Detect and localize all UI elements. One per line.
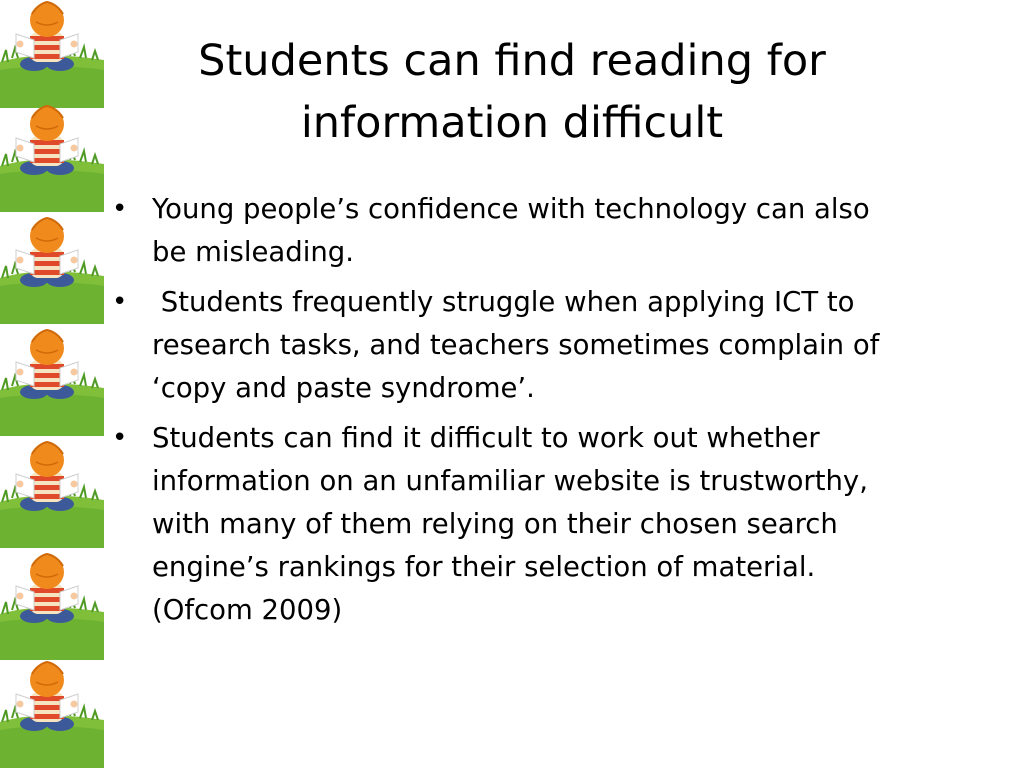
bullet-glyph: • (112, 423, 128, 453)
bullet-line: Students can find it difficult to work out whether (152, 422, 820, 454)
bullet-item (112, 281, 1007, 410)
bullet-line: Young people’s confidence with technology can also (152, 193, 870, 225)
child-reading-on-grass-icon (0, 660, 104, 768)
title-line: Students can find reading for (198, 36, 826, 86)
decorative-strip (0, 0, 104, 768)
child-reading-on-grass-icon (0, 552, 104, 660)
bullet-item (112, 188, 1007, 274)
bullet-glyph: • (112, 287, 128, 317)
title-line: information difficult (300, 98, 724, 148)
bullet-item (112, 417, 1007, 632)
bullet-line: with many of them relying on their chosen search (152, 508, 838, 540)
bullet-line: information on an unfamiliar website is trustworthy, (152, 465, 868, 497)
bullet-line: (Ofcom 2009) (152, 594, 343, 626)
child-reading-on-grass-icon (0, 0, 104, 108)
child-reading-on-grass-icon (0, 440, 104, 548)
bullet-line: research tasks, and teachers sometimes complain of (152, 329, 880, 361)
child-reading-on-grass-icon (0, 216, 104, 324)
slide-title (150, 30, 874, 154)
bullet-list (112, 188, 1007, 639)
bullet-line: engine’s rankings for their selection of material. (152, 551, 816, 583)
bullet-line: Students frequently struggle when applying ICT to (152, 286, 855, 318)
bullet-line: be misleading. (152, 236, 355, 268)
bullet-line: ‘copy and paste syndrome’. (152, 372, 535, 404)
bullet-glyph: • (112, 194, 128, 224)
child-reading-on-grass-icon (0, 104, 104, 212)
child-reading-on-grass-icon (0, 328, 104, 436)
